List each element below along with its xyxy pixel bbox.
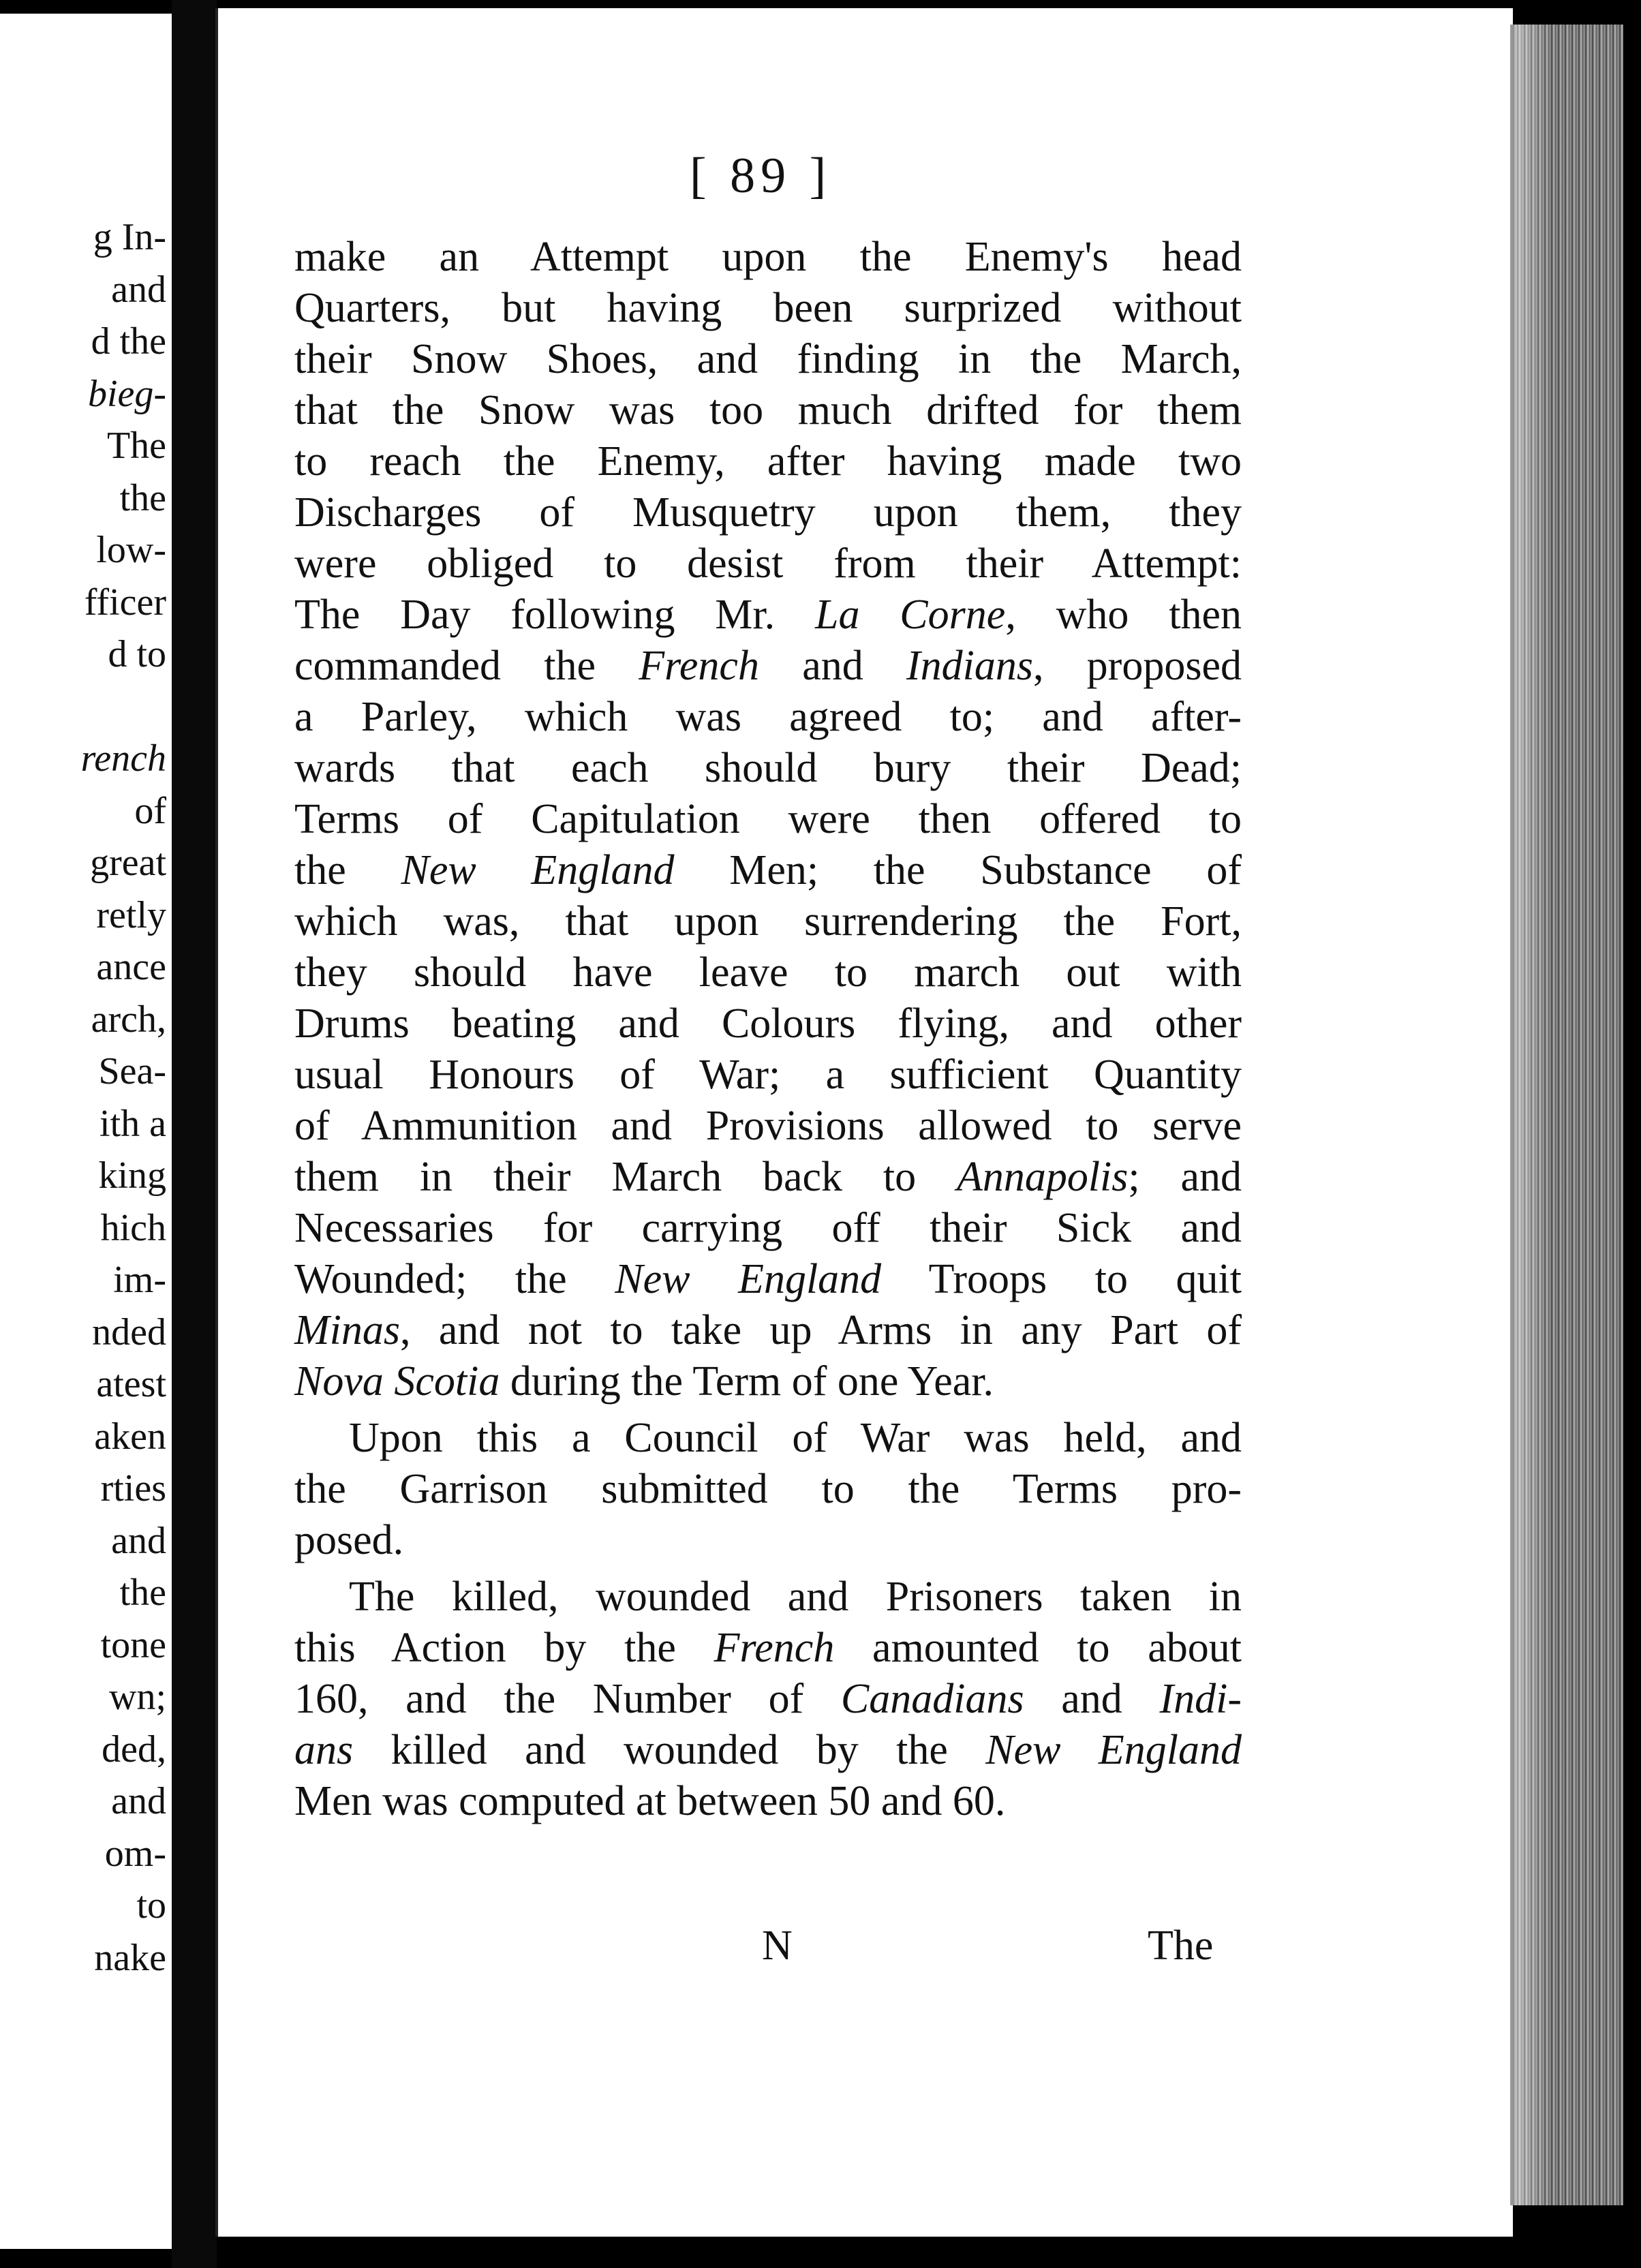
italic-text: Indians [906, 643, 1033, 689]
left-page-line: bieg- [87, 372, 166, 415]
text-line: ans killed and wounded by the New England [294, 1727, 1242, 1773]
text-line: this Action by the French amounted to about [294, 1625, 1242, 1671]
text-line: The Day following Mr. La Corne, who then [294, 592, 1242, 638]
italic-text: Nova Scotia [294, 1358, 500, 1405]
page-edges-shade [1510, 25, 1551, 2205]
text-line: posed. [294, 1517, 404, 1563]
paragraph-gap [294, 1566, 1242, 1572]
text-line: to reach the Enemy, after having made two [294, 438, 1242, 485]
page-number: [ 89 ] [690, 148, 832, 204]
italic-text: Canadians [840, 1676, 1024, 1722]
text-line: Quarters, but having been surprized without [294, 285, 1242, 331]
text-line: Terms of Capitulation were then offered to [294, 796, 1242, 842]
text-line: Men was computed at between 50 and 60. [294, 1778, 1006, 1824]
italic-text: New England [401, 847, 675, 893]
text-line: Necessaries for carrying off their Sick and [294, 1205, 1242, 1251]
italic-text: Indi- [1159, 1676, 1242, 1722]
text-line: Minas, and not to take up Arms in any Part of [294, 1307, 1242, 1353]
italic-text: French [714, 1625, 835, 1671]
text-line: 160, and the Number of Canadians and Indi- [294, 1676, 1242, 1722]
left-page-line: ded, [102, 1728, 166, 1771]
left-page-line: im- [113, 1259, 166, 1301]
text-line: a Parley, which was agreed to; and after- [294, 694, 1242, 740]
left-page-line: and [111, 1519, 166, 1562]
text-line: them in their March back to Annapolis; and [294, 1154, 1242, 1200]
left-page-line: om- [104, 1832, 166, 1875]
text-line: Upon this a Council of War was held, and [349, 1415, 1242, 1461]
text-line: they should have leave to march out with [294, 949, 1242, 996]
text-line: commanded the French and Indians, proposed [294, 643, 1242, 689]
text-line: The killed, wounded and Prisoners taken in [349, 1574, 1242, 1620]
left-page-line: to [136, 1884, 166, 1927]
left-page-line: d the [91, 320, 166, 363]
text-line: wards that each should bury their Dead; [294, 745, 1242, 791]
left-page-line: arch, [91, 998, 166, 1041]
catchword: The [1148, 1922, 1214, 1969]
book-gutter [172, 0, 217, 2268]
left-page-line: nded [92, 1311, 166, 1353]
text-line: their Snow Shoes, and finding in the March, [294, 336, 1242, 382]
text-line: of Ammunition and Provisions allowed to serve [294, 1103, 1242, 1149]
left-page-line: and [111, 268, 166, 311]
left-page-line: king [98, 1154, 166, 1197]
text-line: Wounded; the New England Troops to quit [294, 1256, 1242, 1302]
left-page-line: ith a [99, 1102, 166, 1145]
italic-text: Minas [294, 1307, 400, 1353]
left-page-line: rties [100, 1467, 166, 1510]
left-page-line: and [111, 1780, 166, 1822]
text-line: which was, that upon surrendering the Fort, [294, 898, 1242, 945]
italic-text: ans [294, 1727, 354, 1773]
left-page-line: nake [94, 1936, 166, 1979]
text-line: were obliged to desist from their Attempt: [294, 540, 1242, 587]
left-page-line: tone [100, 1623, 166, 1666]
italic-text: La Corne [814, 592, 1006, 638]
text-line: Drums beating and Colours flying, and other [294, 1000, 1242, 1047]
left-page-line: retly [96, 893, 166, 936]
left-page-line: hich [100, 1206, 166, 1249]
text-line: Nova Scotia during the Term of one Year. [294, 1358, 994, 1405]
left-page-line: The [106, 425, 166, 467]
text-line: that the Snow was too much drifted for them [294, 387, 1242, 433]
paragraph-gap [294, 1407, 1242, 1413]
left-page-line: the [119, 476, 166, 519]
left-page-line: rench [80, 737, 166, 780]
left-facing-page [0, 14, 172, 2249]
signature-mark: N [762, 1922, 793, 1969]
text-line: the New England Men; the Substance of [294, 847, 1242, 893]
left-page-line: Sea- [98, 1050, 166, 1092]
text-line: the Garrison submitted to the Terms pro- [294, 1466, 1242, 1512]
italic-text: Annapolis [956, 1154, 1129, 1200]
text-line: Discharges of Musquetry upon them, they [294, 489, 1242, 536]
left-page-line: wn; [109, 1676, 166, 1718]
left-page-line: low- [96, 529, 166, 571]
italic-text: New England [615, 1256, 882, 1302]
italic-text: New England [985, 1727, 1242, 1773]
left-page-line: d to [108, 633, 166, 675]
italic-text: French [639, 643, 759, 689]
left-page-line: atest [96, 1363, 166, 1405]
left-page-line: g In- [93, 216, 166, 258]
left-page-line: great [90, 842, 166, 884]
left-page-line: of [134, 789, 166, 832]
text-line: make an Attempt upon the Enemy's head [294, 234, 1242, 280]
body-text [294, 232, 1242, 1827]
text-line: usual Honours of War; a sufficient Quantity [294, 1052, 1242, 1098]
left-page-line: ance [96, 946, 166, 988]
left-page-line: fficer [84, 581, 166, 624]
left-page-line: the [119, 1572, 166, 1614]
left-page-line: aken [94, 1415, 166, 1458]
